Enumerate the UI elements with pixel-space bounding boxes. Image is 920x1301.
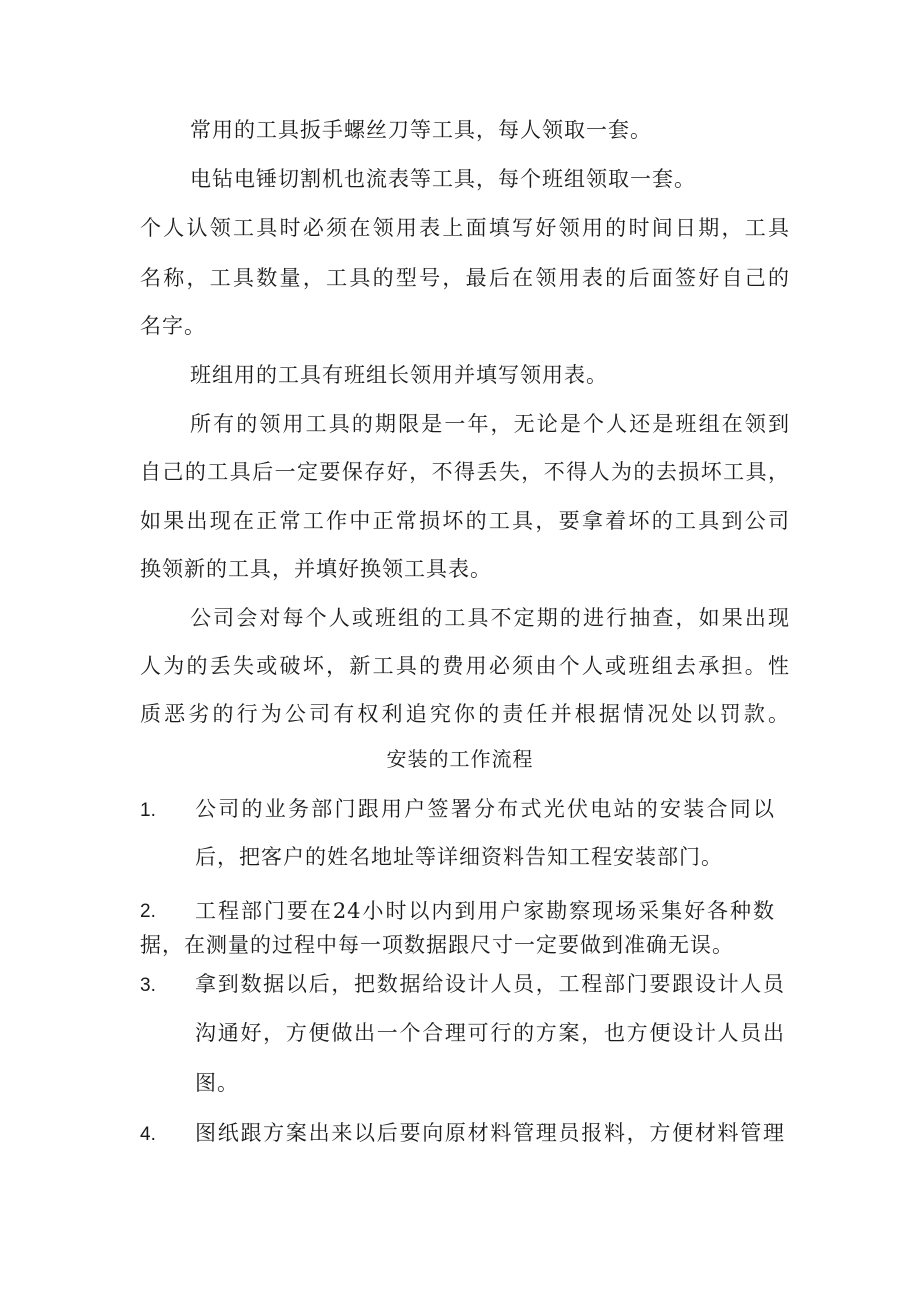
paragraph-tools-each-team: 电钻电锤切割机也流表等工具，每个班组领取一套。 [190,167,696,191]
paragraph-tool-period-line-3: 如果出现在正常工作中正常损坏的工具，要拿着坏的工具到公司 [140,509,790,533]
step-number: 1. [140,800,156,821]
paragraph-inspection-line-1: 公司会对每个人或班组的工具不定期的进行抽查，如果出现 [190,606,790,630]
step-3-line-3: 图。 [195,1071,239,1095]
step-number: 4. [140,1124,156,1145]
step-1-line-1: 公司的业务部门跟用户签署分布式光伏电站的安装合同以 [195,797,775,821]
step-number: 2. [140,901,156,922]
step-2-line-2: 据，在测量的过程中每一项数据跟尺寸一定要做到准确无误。 [140,933,734,957]
paragraph-inspection-line-3: 质恶劣的行为公司有权利追究你的责任并根据情况处以罚款。 [140,702,790,726]
step-2-line-1: 工程部门要在24小时以内到用户家勘察现场采集好各种数 [195,899,775,923]
step-3-line-1: 拿到数据以后，把数据给设计人员，工程部门要跟设计人员 [195,972,785,996]
paragraph-tool-period-line-1: 所有的领用工具的期限是一年，无论是个人还是班组在领到 [190,412,790,436]
step-number: 3. [140,975,156,996]
step-3-line-2: 沟通好，方便做出一个合理可行的方案，也方便设计人员出 [195,1021,785,1045]
section-title: 安装的工作流程 [386,747,534,771]
paragraph-claim-rules-line-3: 名字。 [140,314,206,338]
paragraph-tool-period-line-4: 换领新的工具，并填好换领工具表。 [140,557,492,581]
paragraph-team-tools: 班组用的工具有班组长领用并填写领用表。 [190,363,608,387]
step-1-line-2: 后，把客户的姓名地址等详细资料告知工程安装部门。 [195,845,723,869]
paragraph-tools-each-person: 常用的工具扳手螺丝刀等工具，每人领取一套。 [190,118,652,142]
paragraph-claim-rules-line-1: 个人认领工具时必须在领用表上面填写好领用的时间日期，工具 [140,216,790,240]
step-4-line-1: 图纸跟方案出来以后要向原材料管理员报料，方便材料管理 [195,1121,785,1145]
paragraph-claim-rules-line-2: 名称，工具数量，工具的型号，最后在领用表的后面签好自己的 [140,266,790,290]
paragraph-inspection-line-2: 人为的丢失或破坏，新工具的费用必须由个人或班组去承担。性 [140,654,790,678]
paragraph-tool-period-line-2: 自己的工具后一定要保存好，不得丢失，不得人为的去损坏工具， [140,460,790,484]
